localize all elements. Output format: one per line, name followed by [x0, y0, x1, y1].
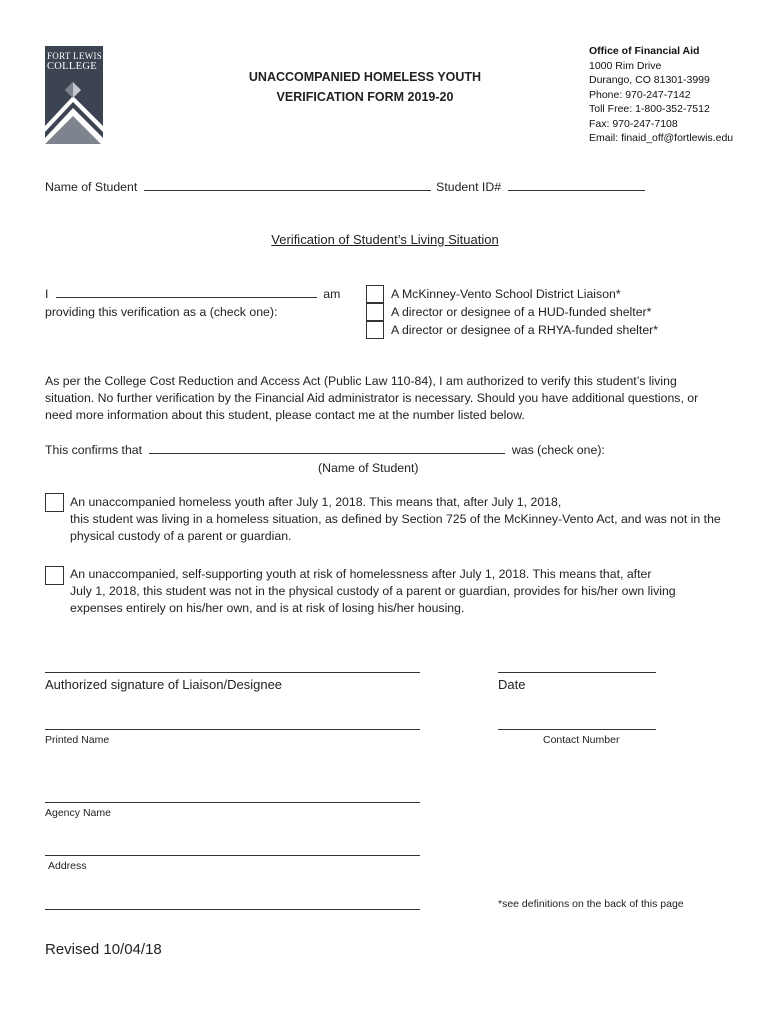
section-heading: Verification of Student’s Living Situation	[271, 232, 499, 247]
confirm-student-name-field[interactable]	[149, 453, 505, 454]
status-option-at-risk	[70, 566, 676, 617]
student-info-row	[45, 179, 725, 196]
authorized-signature-label: Authorized signature of Liaison/Designee	[45, 677, 283, 692]
verifier-name-field[interactable]	[56, 297, 317, 298]
status-option-homeless	[70, 494, 721, 545]
verifier-row	[45, 286, 340, 303]
role-option-rhya: A director or designee of a RHYA-funded shelter*	[391, 323, 659, 337]
form-title	[230, 67, 500, 107]
office-tollfree: Toll Free: 1-800-352-7512	[589, 103, 710, 115]
office-street: 1000 Rim Drive	[589, 59, 662, 72]
printed-name-field[interactable]	[45, 729, 420, 730]
contact-number-label: Contact Number	[543, 734, 620, 746]
role-option-hud: A director or designee of a HUD-funded shelter*	[391, 305, 652, 319]
status-option-line: An unaccompanied homeless youth after July 1, 2018. This means that, after July 1, 2018,	[70, 495, 562, 509]
confirm-caption: (Name of Student)	[318, 461, 419, 475]
address-line2-field[interactable]	[45, 909, 420, 910]
status-option-line: physical custody of a parent or guardian.	[70, 529, 292, 543]
logo-text-line1: FORT LEWIS	[47, 51, 103, 61]
address-label: Address	[48, 860, 87, 872]
confirm-suffix: was (check one):	[511, 443, 605, 457]
student-id-field[interactable]	[508, 190, 645, 191]
revised-date: Revised 10/04/18	[45, 941, 162, 958]
confirm-row	[45, 442, 605, 459]
authorized-signature-field[interactable]	[45, 672, 420, 673]
agency-name-label: Agency Name	[45, 807, 111, 819]
office-city: Durango, CO 81301-3999	[589, 74, 710, 86]
role-checkbox-liaison[interactable]	[366, 285, 384, 303]
form-title-line2: VERIFICATION FORM 2019-20	[276, 90, 454, 104]
authority-line: need more information about this student, please contact me at the number listed below.	[45, 408, 525, 422]
address-field[interactable]	[45, 855, 420, 856]
role-checkbox-hud[interactable]	[366, 303, 384, 321]
logo-text-line2: COLLEGE	[47, 61, 97, 72]
role-option-liaison: A McKinney-Vento School District Liaison*	[391, 287, 621, 301]
authority-line: situation. No further verification by the Financial Aid administrator is necessary. Should you have additional questions, or	[45, 391, 699, 405]
office-fax: Fax: 970-247-7108	[589, 117, 678, 130]
date-label: Date	[498, 677, 526, 692]
contact-number-field[interactable]	[498, 729, 656, 730]
college-logo	[45, 46, 103, 144]
status-option-line: this student was living in a homeless situation, as defined by Section 725 of the McKinney-Vento Act, and was not in the	[70, 512, 721, 526]
status-option-line: An unaccompanied, self-supporting youth at risk of homelessness after July 1, 2018. This means that, after	[70, 567, 652, 581]
agency-name-field[interactable]	[45, 802, 420, 803]
verifier-prefix: I	[45, 287, 49, 301]
student-id-label: Student ID#	[436, 180, 502, 194]
office-name: Office of Financial Aid	[589, 45, 700, 57]
confirm-prefix: This confirms that	[45, 443, 143, 457]
verifier-line2: providing this verification as a (check one):	[45, 305, 278, 319]
footnote: *see definitions on the back of this page	[498, 898, 684, 910]
authority-paragraph	[45, 373, 698, 424]
student-name-field[interactable]	[144, 190, 431, 191]
office-email: Email: finaid_off@fortlewis.edu	[589, 132, 734, 144]
date-field[interactable]	[498, 672, 656, 673]
status-checkbox-at-risk[interactable]	[45, 566, 64, 585]
printed-name-label: Printed Name	[45, 734, 110, 746]
form-title-line1: UNACCOMPANIED HOMELESS YOUTH	[248, 70, 482, 84]
status-checkbox-homeless[interactable]	[45, 493, 64, 512]
verifier-suffix: am	[323, 287, 341, 301]
office-contact-block	[589, 44, 759, 146]
office-phone: Phone: 970-247-7142	[589, 88, 691, 101]
student-name-label: Name of Student	[45, 180, 138, 194]
authority-line: As per the College Cost Reduction and Access Act (Public Law 110-84), I am authorized to verify this student’s living	[45, 374, 677, 388]
status-option-line: July 1, 2018, this student was not in the physical custody of a parent or guardian, provides for his/her own living	[70, 584, 676, 598]
status-option-line: expenses entirely on his/her own, and is at risk of losing his/her housing.	[70, 601, 465, 615]
role-checkbox-rhya[interactable]	[366, 321, 384, 339]
